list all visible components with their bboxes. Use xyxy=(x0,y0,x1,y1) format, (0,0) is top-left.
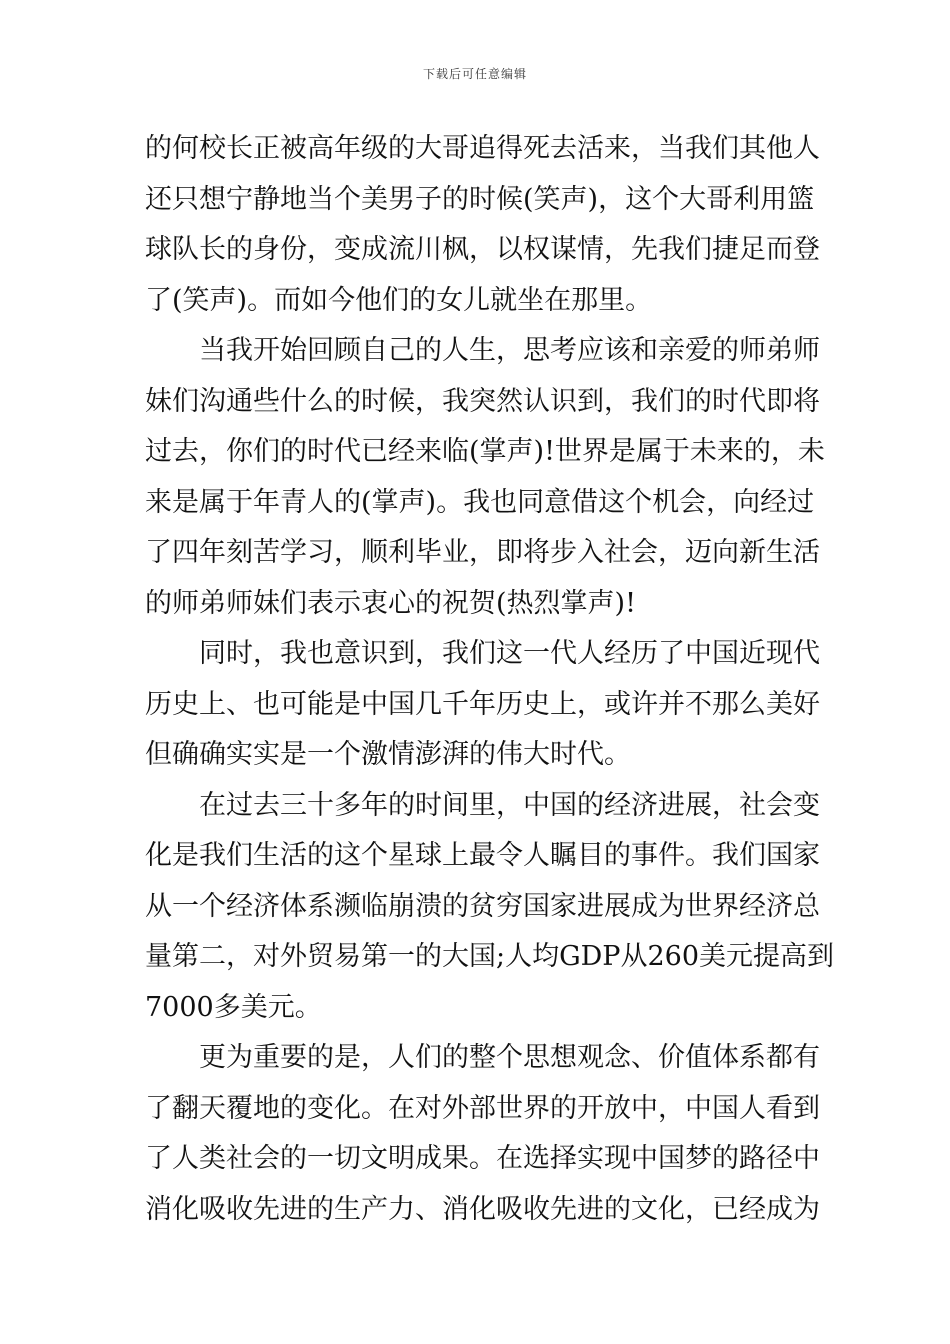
text-line: 过去，你们的时代已经来临(掌声)!世界是属于未来的，未 xyxy=(145,436,825,467)
text-line: 还只想宁静地当个美男子的时候(笑声)，这个大哥利用篮 xyxy=(145,183,815,215)
text-line: 同时，我也意识到，我们这一代人经历了中国近现代 xyxy=(199,638,820,669)
text-line: 球队长的身份，变成流川枫，以权谋情，先我们捷足而登 xyxy=(145,234,820,265)
text-line: 了(笑声)。而如今他们的女儿就坐在那里。 xyxy=(145,284,653,316)
paragraph-4 xyxy=(145,781,835,1034)
text-line: 的何校长正被高年级的大哥追得死去活来，当我们其他人 xyxy=(145,133,820,164)
text-line: 但确确实实是一个激情澎湃的伟大时代。 xyxy=(145,739,631,770)
text-line: 来是属于年青人的(掌声)。我也同意借这个机会，向经过 xyxy=(145,486,815,518)
text-line: 量第二，对外贸易第一的大国;人均GDP从260美元提高到 xyxy=(145,941,835,972)
text-line: 了人类社会的一切文明成果。在选择实现中国梦的路径中 xyxy=(145,1143,820,1174)
text-line: 了翻天覆地的变化。在对外部世界的开放中，中国人看到 xyxy=(145,1092,820,1124)
paragraph-1 xyxy=(145,124,820,326)
text-line: 化是我们生活的这个星球上最令人瞩目的事件。我们国家 xyxy=(145,840,820,871)
text-line: 消化吸收先进的生产力、消化吸收先进的文化，已经成为 xyxy=(145,1193,820,1225)
text-line: 妹们沟通些什么的时候，我突然认识到，我们的时代即将 xyxy=(145,385,820,417)
text-line: 在过去三十多年的时间里，中国的经济进展，社会变 xyxy=(199,789,820,821)
text-line: 从一个经济体系濒临崩溃的贫穷国家进展成为世界经济总 xyxy=(145,890,820,922)
text-line: 7000多美元。 xyxy=(145,991,322,1023)
paragraph-5 xyxy=(145,1033,820,1235)
text-line: 当我开始回顾自己的人生，思考应该和亲爱的师弟师 xyxy=(199,335,820,366)
page-header: 下载后可任意编辑 xyxy=(422,67,527,81)
document-body xyxy=(145,124,835,1235)
text-line: 更为重要的是，人们的整个思想观念、价值体系都有 xyxy=(199,1042,820,1073)
text-line: 的师弟师妹们表示衷心的祝贺(热烈掌声)! xyxy=(145,587,636,619)
paragraph-2 xyxy=(145,326,825,629)
text-line: 了四年刻苦学习，顺利毕业，即将步入社会，迈向新生活 xyxy=(145,537,820,568)
text-line: 历史上、也可能是中国几千年历史上，或许并不那么美好 xyxy=(145,688,820,720)
paragraph-3 xyxy=(145,629,820,781)
